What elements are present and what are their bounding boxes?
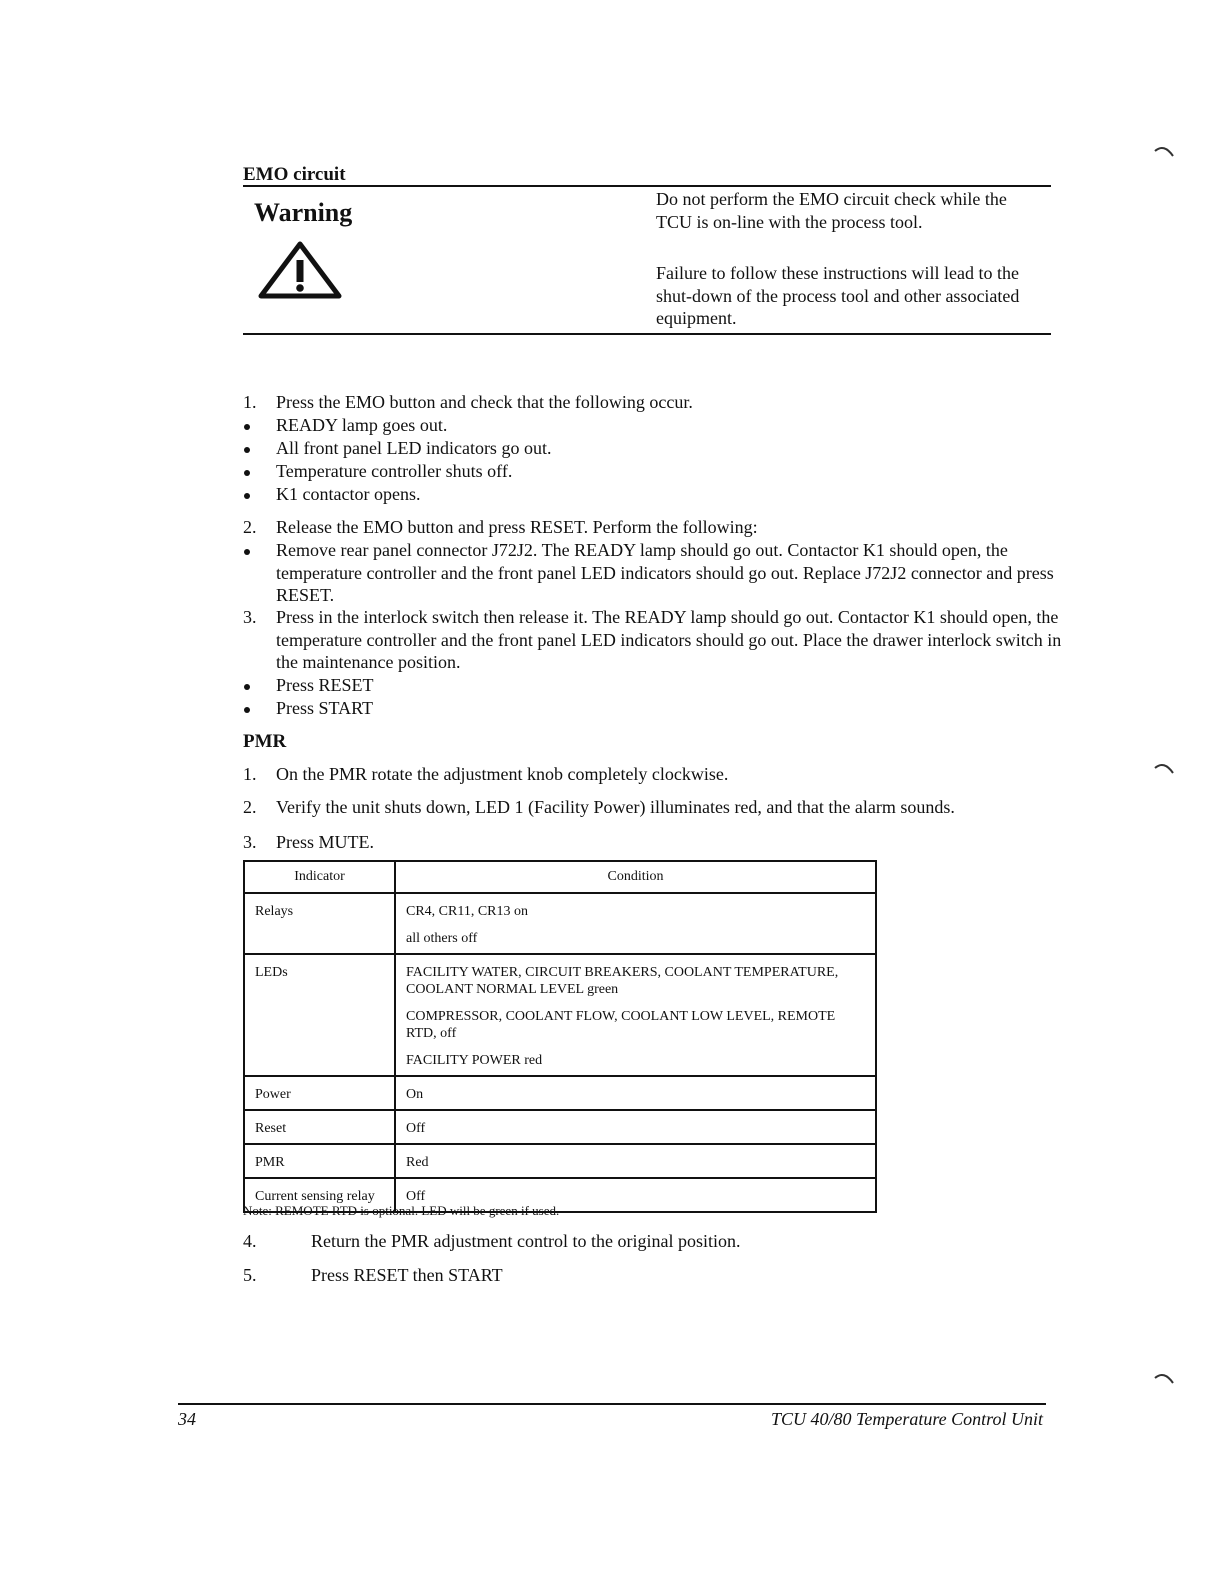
condition-line: FACILITY POWER red: [406, 1053, 543, 1068]
bullet-icon: [243, 437, 273, 460]
indicator-cell: Current sensing relay: [244, 1178, 395, 1212]
column-header-condition: Condition: [395, 861, 876, 893]
warning-title: Warning: [254, 198, 353, 227]
list-text: Press RESET: [276, 675, 374, 695]
final-step-text: Return the PMR adjustment control to the original position.: [311, 1231, 741, 1251]
indicator-condition-table: [243, 860, 877, 1213]
condition-cell: [395, 954, 876, 1076]
condition-cell: On: [395, 1076, 876, 1110]
page-number: 34: [178, 1409, 196, 1429]
bullet-icon: [243, 414, 273, 437]
list-text: Verify the unit shuts down, LED 1 (Facility Power) illuminates red, and that the alarm sounds.: [276, 797, 955, 817]
indicator-cell: PMR: [244, 1144, 395, 1178]
list-number: 3.: [243, 607, 257, 627]
margin-mark-icon: [1154, 762, 1176, 778]
list-text: Press MUTE.: [276, 832, 374, 852]
list-text: Press in the interlock switch then release it. The READY lamp should go out. Contactor K1 should open, the temperature controller and the front panel LED indicators should go out. Place the drawer interlock switch in the maintenance position.: [276, 607, 1062, 672]
condition-cell: Off: [395, 1178, 876, 1212]
final-step-number: 4.: [243, 1231, 257, 1251]
condition-cell: Red: [395, 1144, 876, 1178]
list-number: 2.: [243, 517, 257, 537]
section-title: EMO circuit: [243, 164, 346, 185]
table-row: [244, 1076, 876, 1110]
indicator-cell: Reset: [244, 1110, 395, 1144]
list-number: 1.: [243, 392, 257, 412]
indicator-cell: Power: [244, 1076, 395, 1110]
indicator-cell: Relays: [244, 893, 395, 954]
final-step-number: 5.: [243, 1265, 257, 1285]
condition-line: FACILITY WATER, CIRCUIT BREAKERS, COOLANT TEMPERATURE, COOLANT NORMAL LEVEL green: [406, 965, 839, 997]
list-text: K1 contactor opens.: [276, 484, 421, 504]
footer-title: TCU 40/80 Temperature Control Unit: [770, 1409, 1043, 1429]
table-note: Note: REMOTE RTD is optional. LED will be green if used.: [243, 1203, 560, 1218]
condition-line: all others off: [406, 931, 478, 946]
table-row: [244, 1144, 876, 1178]
bullet-icon: [243, 460, 273, 483]
bullet-icon: [243, 674, 273, 697]
list-text: READY lamp goes out.: [276, 415, 448, 435]
table-row: [244, 1110, 876, 1144]
table-header-row: [244, 861, 876, 893]
list-text: All front panel LED indicators go out.: [276, 438, 552, 458]
condition-line: CR4, CR11, CR13 on: [406, 904, 529, 919]
bullet-icon: [243, 483, 273, 506]
column-header-indicator: Indicator: [244, 861, 395, 893]
table-row: [244, 954, 876, 1076]
condition-cell: [395, 893, 876, 954]
list-text: Temperature controller shuts off.: [276, 461, 513, 481]
warning-paragraph-2: Failure to follow these instructions will lead to the shut-down of the process tool and other associated equipment.: [656, 263, 1020, 328]
bullet-icon: [243, 697, 273, 720]
bullet-icon: [243, 539, 273, 562]
table-row: [244, 893, 876, 954]
footer-rule: [178, 1403, 1046, 1405]
list-text: On the PMR rotate the adjustment knob completely clockwise.: [276, 764, 729, 784]
warning-paragraph-1: Do not perform the EMO circuit check while the TCU is on-line with the process tool.: [656, 189, 1007, 232]
list-text: Remove rear panel connector J72J2. The READY lamp should go out. Contactor K1 should open, the temperature controller and the front panel LED indicators should go out. Replace J72J2 connector and press RESET.: [276, 540, 1054, 605]
pmr-title: PMR: [243, 731, 287, 752]
list-number: 1.: [243, 764, 257, 784]
list-text: Press START: [276, 698, 373, 718]
condition-line: COMPRESSOR, COOLANT FLOW, COOLANT LOW LEVEL, REMOTE RTD, off: [406, 1009, 836, 1041]
list-number: 3.: [243, 832, 257, 852]
list-number: 2.: [243, 797, 257, 817]
warning-triangle-icon: [258, 240, 342, 300]
margin-mark-icon: [1154, 145, 1176, 161]
list-text: Press the EMO button and check that the following occur.: [276, 392, 693, 412]
final-step-text: Press RESET then START: [311, 1265, 503, 1285]
section-rule-top: [243, 185, 1051, 187]
list-text: Release the EMO button and press RESET. Perform the following:: [276, 517, 758, 537]
indicator-cell: LEDs: [244, 954, 395, 1076]
section-rule-bottom: [243, 333, 1051, 335]
condition-cell: Off: [395, 1110, 876, 1144]
margin-mark-icon: [1154, 1372, 1176, 1388]
